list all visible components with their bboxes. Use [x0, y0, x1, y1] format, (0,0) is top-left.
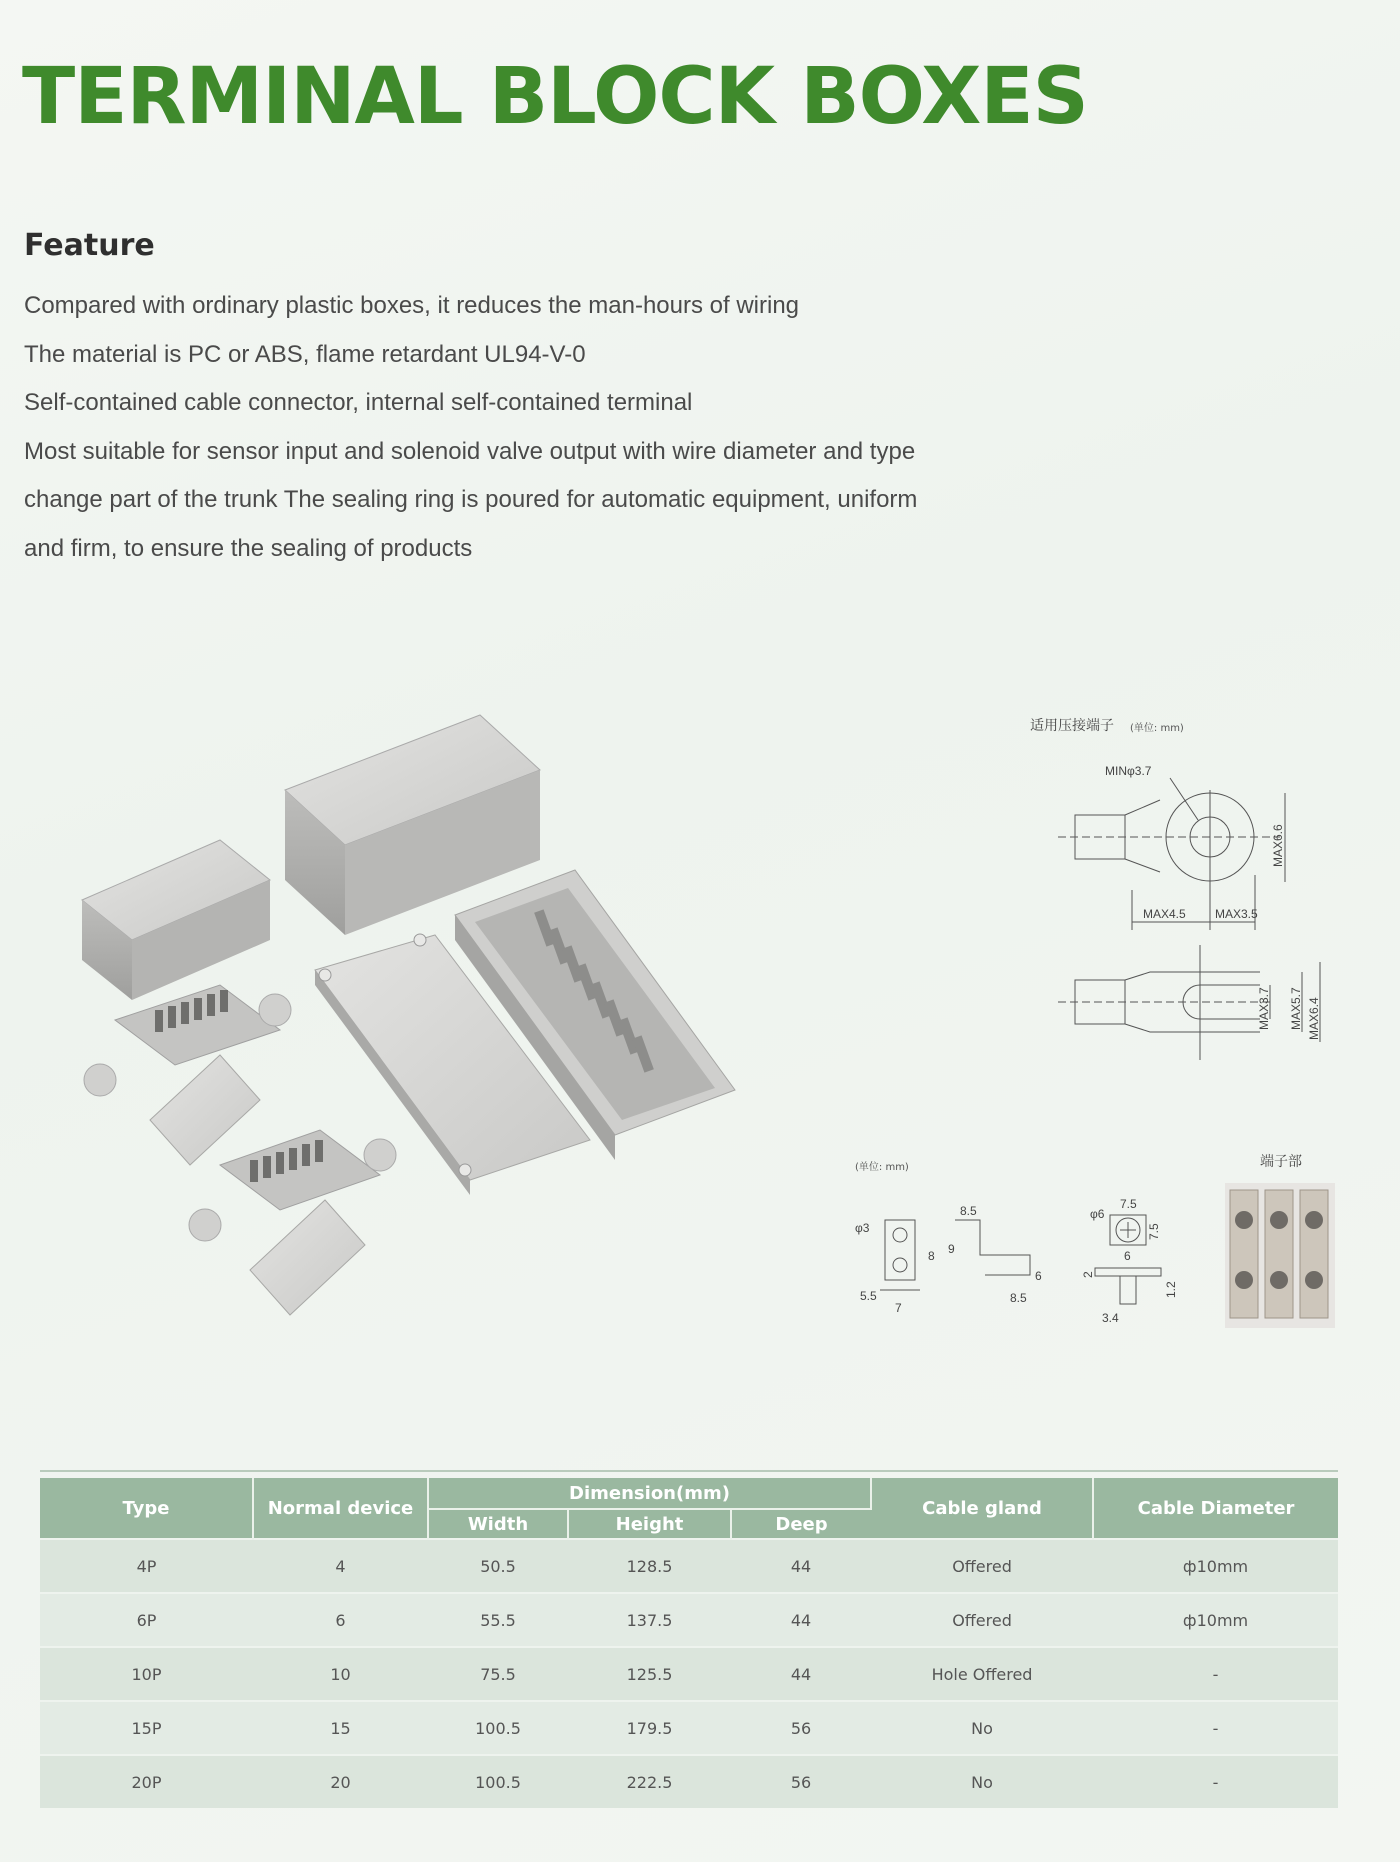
cell-deep: 44: [731, 1593, 871, 1647]
phi3-label: φ3: [855, 1221, 870, 1235]
feature-line: Compared with ordinary plastic boxes, it reduces the man-hours of wiring: [24, 292, 800, 319]
feature-line: change part of the trunk The sealing ring is poured for automatic equipment, uniform: [24, 486, 918, 513]
cell-height: 179.5: [568, 1701, 731, 1755]
header-cable-diameter: Cable Diameter: [1093, 1478, 1338, 1539]
max35-label: MAX3.5: [1215, 907, 1258, 921]
header-height: Height: [568, 1509, 731, 1539]
cell-cable-diameter: ф10mm: [1093, 1539, 1338, 1593]
spec-table: [40, 1478, 1338, 1808]
d55-label: 5.5: [860, 1289, 877, 1303]
cell-width: 75.5: [428, 1647, 568, 1701]
feature-line: Most suitable for sensor input and solenoid valve output with wire diameter and type: [24, 437, 916, 465]
cell-cable-diameter: -: [1093, 1701, 1338, 1755]
cell-deep: 44: [731, 1647, 871, 1701]
d9-label: 9: [948, 1242, 955, 1256]
cell-deep: 56: [731, 1701, 871, 1755]
cell-cable-diameter: -: [1093, 1755, 1338, 1808]
cell-normal-device: 6: [253, 1593, 428, 1647]
phi6-label: φ6: [1090, 1207, 1105, 1221]
cell-width: 50.5: [428, 1539, 568, 1593]
cell-normal-device: 20: [253, 1755, 428, 1808]
unit-label-2: (单位: mm): [855, 1162, 909, 1173]
max37-label: MAX3.7: [1257, 987, 1271, 1030]
cell-type: 6P: [40, 1593, 253, 1647]
header-type: Type: [40, 1478, 253, 1539]
feature-line: and firm, to ensure the sealing of products: [24, 534, 473, 562]
max57-label: MAX5.7: [1289, 987, 1303, 1030]
d75a-label: 7.5: [1120, 1197, 1137, 1211]
d2-label: 2: [1081, 1271, 1095, 1278]
header-dimension: Dimension(mm): [428, 1478, 871, 1509]
max66-label: MAX6.6: [1271, 824, 1285, 867]
cell-type: 10P: [40, 1647, 253, 1701]
d6a-label: 6: [1035, 1269, 1042, 1283]
junction-box-lower: [189, 1130, 396, 1315]
d85b-label: 8.5: [1010, 1291, 1027, 1305]
table-row: [40, 1701, 1338, 1755]
max64-label: MAX6.4: [1307, 997, 1321, 1040]
header-normal-device: Normal device: [253, 1478, 428, 1539]
cell-height: 137.5: [568, 1593, 731, 1647]
terminal-part-label: 端子部: [1260, 1154, 1302, 1170]
feature-line: Self-contained cable connector, internal self-contained terminal: [24, 389, 693, 416]
cell-cable-diameter: -: [1093, 1647, 1338, 1701]
cell-width: 100.5: [428, 1755, 568, 1808]
min-hole-label: MINφ3.7: [1105, 764, 1152, 778]
d12-label: 1.2: [1164, 1281, 1178, 1298]
header-deep: Deep: [731, 1509, 871, 1539]
table-row: [40, 1593, 1338, 1647]
cell-cable-gland: No: [871, 1755, 1093, 1808]
cell-width: 100.5: [428, 1701, 568, 1755]
page-title: TERMINAL BLOCK BOXES: [22, 52, 1088, 142]
cell-height: 125.5: [568, 1647, 731, 1701]
fork-terminal-drawing: [1058, 945, 1320, 1060]
feature-line: The material is PC or ABS, flame retardant UL94-V-0: [24, 340, 586, 368]
crimp-terminal-title: [1030, 717, 1184, 734]
junction-box-upper: [84, 985, 291, 1165]
d75b-label: 7.5: [1147, 1223, 1161, 1240]
clamp-drawing-1: [880, 1220, 1030, 1290]
cell-normal-device: 4: [253, 1539, 428, 1593]
cell-cable-diameter: ф10mm: [1093, 1593, 1338, 1647]
d85a-label: 8.5: [960, 1204, 977, 1218]
feature-list: [24, 282, 984, 573]
cell-cable-gland: Offered: [871, 1593, 1093, 1647]
svg-text:适用压接端子: 适用压接端子: [1030, 718, 1114, 734]
d8-label: 8: [928, 1249, 935, 1263]
table-row: [40, 1539, 1338, 1593]
cell-deep: 44: [731, 1539, 871, 1593]
cell-cable-gland: Hole Offered: [871, 1647, 1093, 1701]
max45-label: MAX4.5: [1143, 907, 1186, 921]
terminal-block-photo: [1225, 1183, 1335, 1328]
cell-cable-gland: No: [871, 1701, 1093, 1755]
cell-height: 128.5: [568, 1539, 731, 1593]
cell-type: 15P: [40, 1701, 253, 1755]
product-photo: [70, 700, 750, 1340]
table-row: [40, 1647, 1338, 1701]
cell-deep: 56: [731, 1755, 871, 1808]
d7-label: 7: [895, 1301, 902, 1315]
table-top-rule: [40, 1470, 1338, 1472]
technical-diagram: [840, 700, 1360, 1340]
cell-normal-device: 15: [253, 1701, 428, 1755]
header-width: Width: [428, 1509, 568, 1539]
cell-type: 20P: [40, 1755, 253, 1808]
header-cable-gland: Cable gland: [871, 1478, 1093, 1539]
cell-type: 4P: [40, 1539, 253, 1593]
cell-height: 222.5: [568, 1755, 731, 1808]
cell-width: 55.5: [428, 1593, 568, 1647]
cell-normal-device: 10: [253, 1647, 428, 1701]
cell-cable-gland: Offered: [871, 1539, 1093, 1593]
table-row: [40, 1755, 1338, 1808]
small-box: [82, 840, 270, 1000]
d6b-label: 6: [1124, 1249, 1131, 1263]
feature-heading: Feature: [24, 228, 155, 263]
svg-text:(单位: mm): (单位: mm): [1130, 723, 1184, 734]
d34-label: 3.4: [1102, 1311, 1119, 1325]
